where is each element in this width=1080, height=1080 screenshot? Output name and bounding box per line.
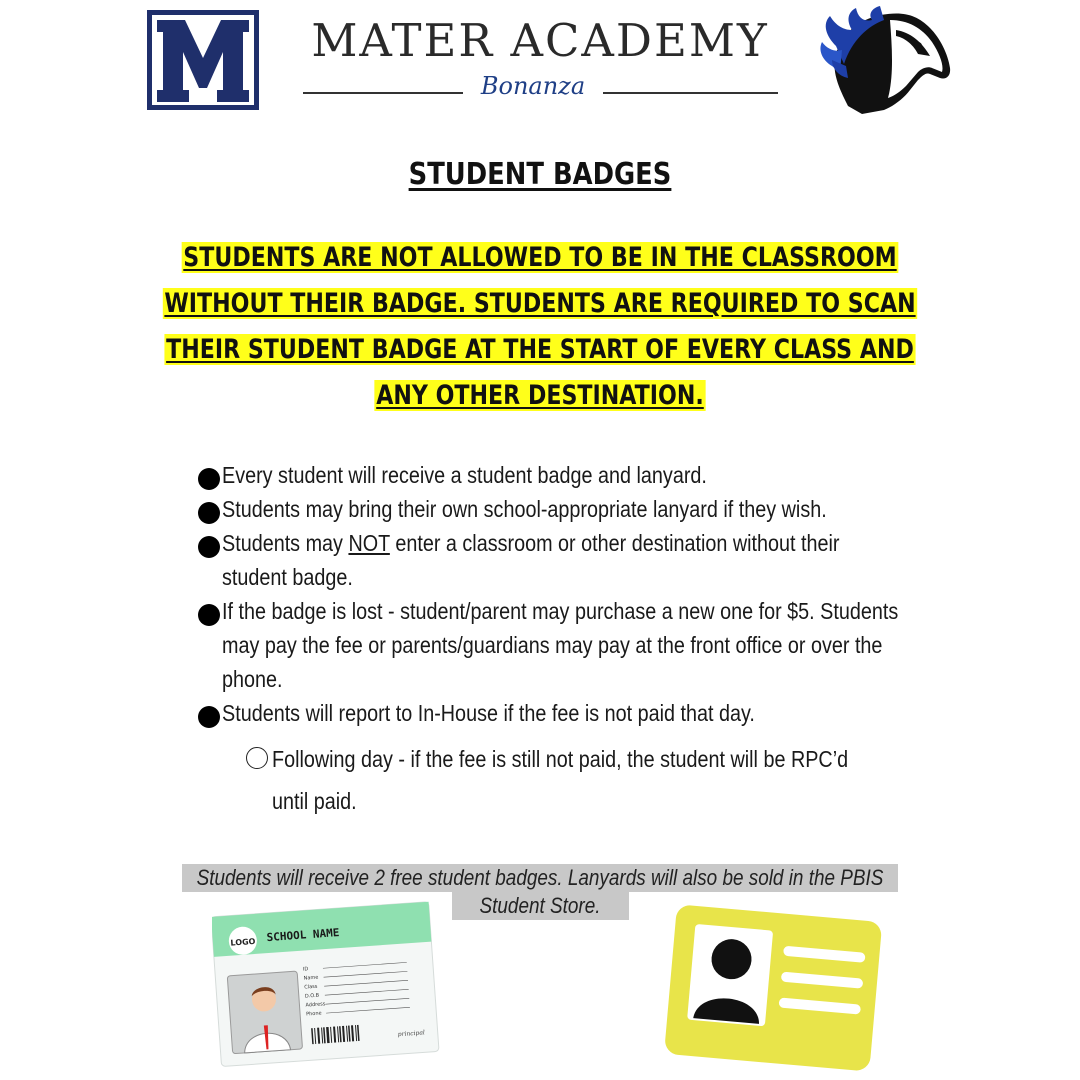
school-name: MATER ACADEMY xyxy=(311,14,769,67)
list-item: If the badge is lost - student/parent may purchase a new one for $5. Students may pay the fee or parents/guardians may pay at the front office or over the phone. xyxy=(196,594,886,696)
bullet-icon xyxy=(198,536,220,558)
yellow-id-card-icon xyxy=(662,905,887,1075)
svg-text:Address: Address xyxy=(305,1001,326,1009)
svg-text:Name: Name xyxy=(303,974,319,982)
school-m-logo xyxy=(147,10,259,110)
badge-rule-notice xyxy=(160,235,920,419)
card-logo-text: LOGO xyxy=(230,936,256,948)
svg-text:Phone: Phone xyxy=(305,1010,322,1018)
badge-rules-list xyxy=(196,458,899,822)
svg-text:ID: ID xyxy=(302,966,309,973)
page-title: STUDENT BADGES xyxy=(408,157,672,192)
bullet-icon xyxy=(198,468,220,490)
divider-left xyxy=(303,92,463,94)
hollow-bullet-icon xyxy=(246,747,268,769)
svg-text:Class: Class xyxy=(304,983,318,991)
svg-text:D.O.B: D.O.B xyxy=(304,992,320,1000)
emphasis-not: NOT xyxy=(348,530,390,556)
bullet-icon xyxy=(198,502,220,524)
list-item: Every student will receive a student badge and lanyard. xyxy=(196,458,886,492)
bullet-icon xyxy=(198,604,220,626)
list-item: Students may bring their own school-appropriate lanyard if they wish. xyxy=(196,492,886,526)
list-item: Students will report to In-House if the fee is not paid that day. xyxy=(196,696,886,730)
divider-right xyxy=(603,92,778,94)
sub-list-item: Following day - if the fee is still not paid, the student will be RPC’d until paid. xyxy=(196,738,886,822)
list-item: Students may NOT enter a classroom or other destination without their student badge. xyxy=(196,526,886,594)
notice-text: STUDENTS ARE NOT ALLOWED TO BE IN THE CLASSROOM WITHOUT THEIR BADGE. STUDENTS ARE REQUIRED TO SCAN THEIR STUDENT BADGE AT THE START OF EVERY CLASS AND ANY OTHER DESTINATION. xyxy=(164,242,916,411)
campus-name: Bonanza xyxy=(480,72,586,100)
card-school-text: SCHOOL NAME xyxy=(266,926,340,945)
id-card-illustration xyxy=(212,895,442,1070)
mustang-mascot-icon xyxy=(818,6,953,118)
bullet-icon xyxy=(198,706,220,728)
free-badges-note: Students will receive 2 free student badges. Lanyards will also be sold in the PBIS Student Store. xyxy=(196,865,884,918)
svg-text:principal: principal xyxy=(397,1029,426,1039)
